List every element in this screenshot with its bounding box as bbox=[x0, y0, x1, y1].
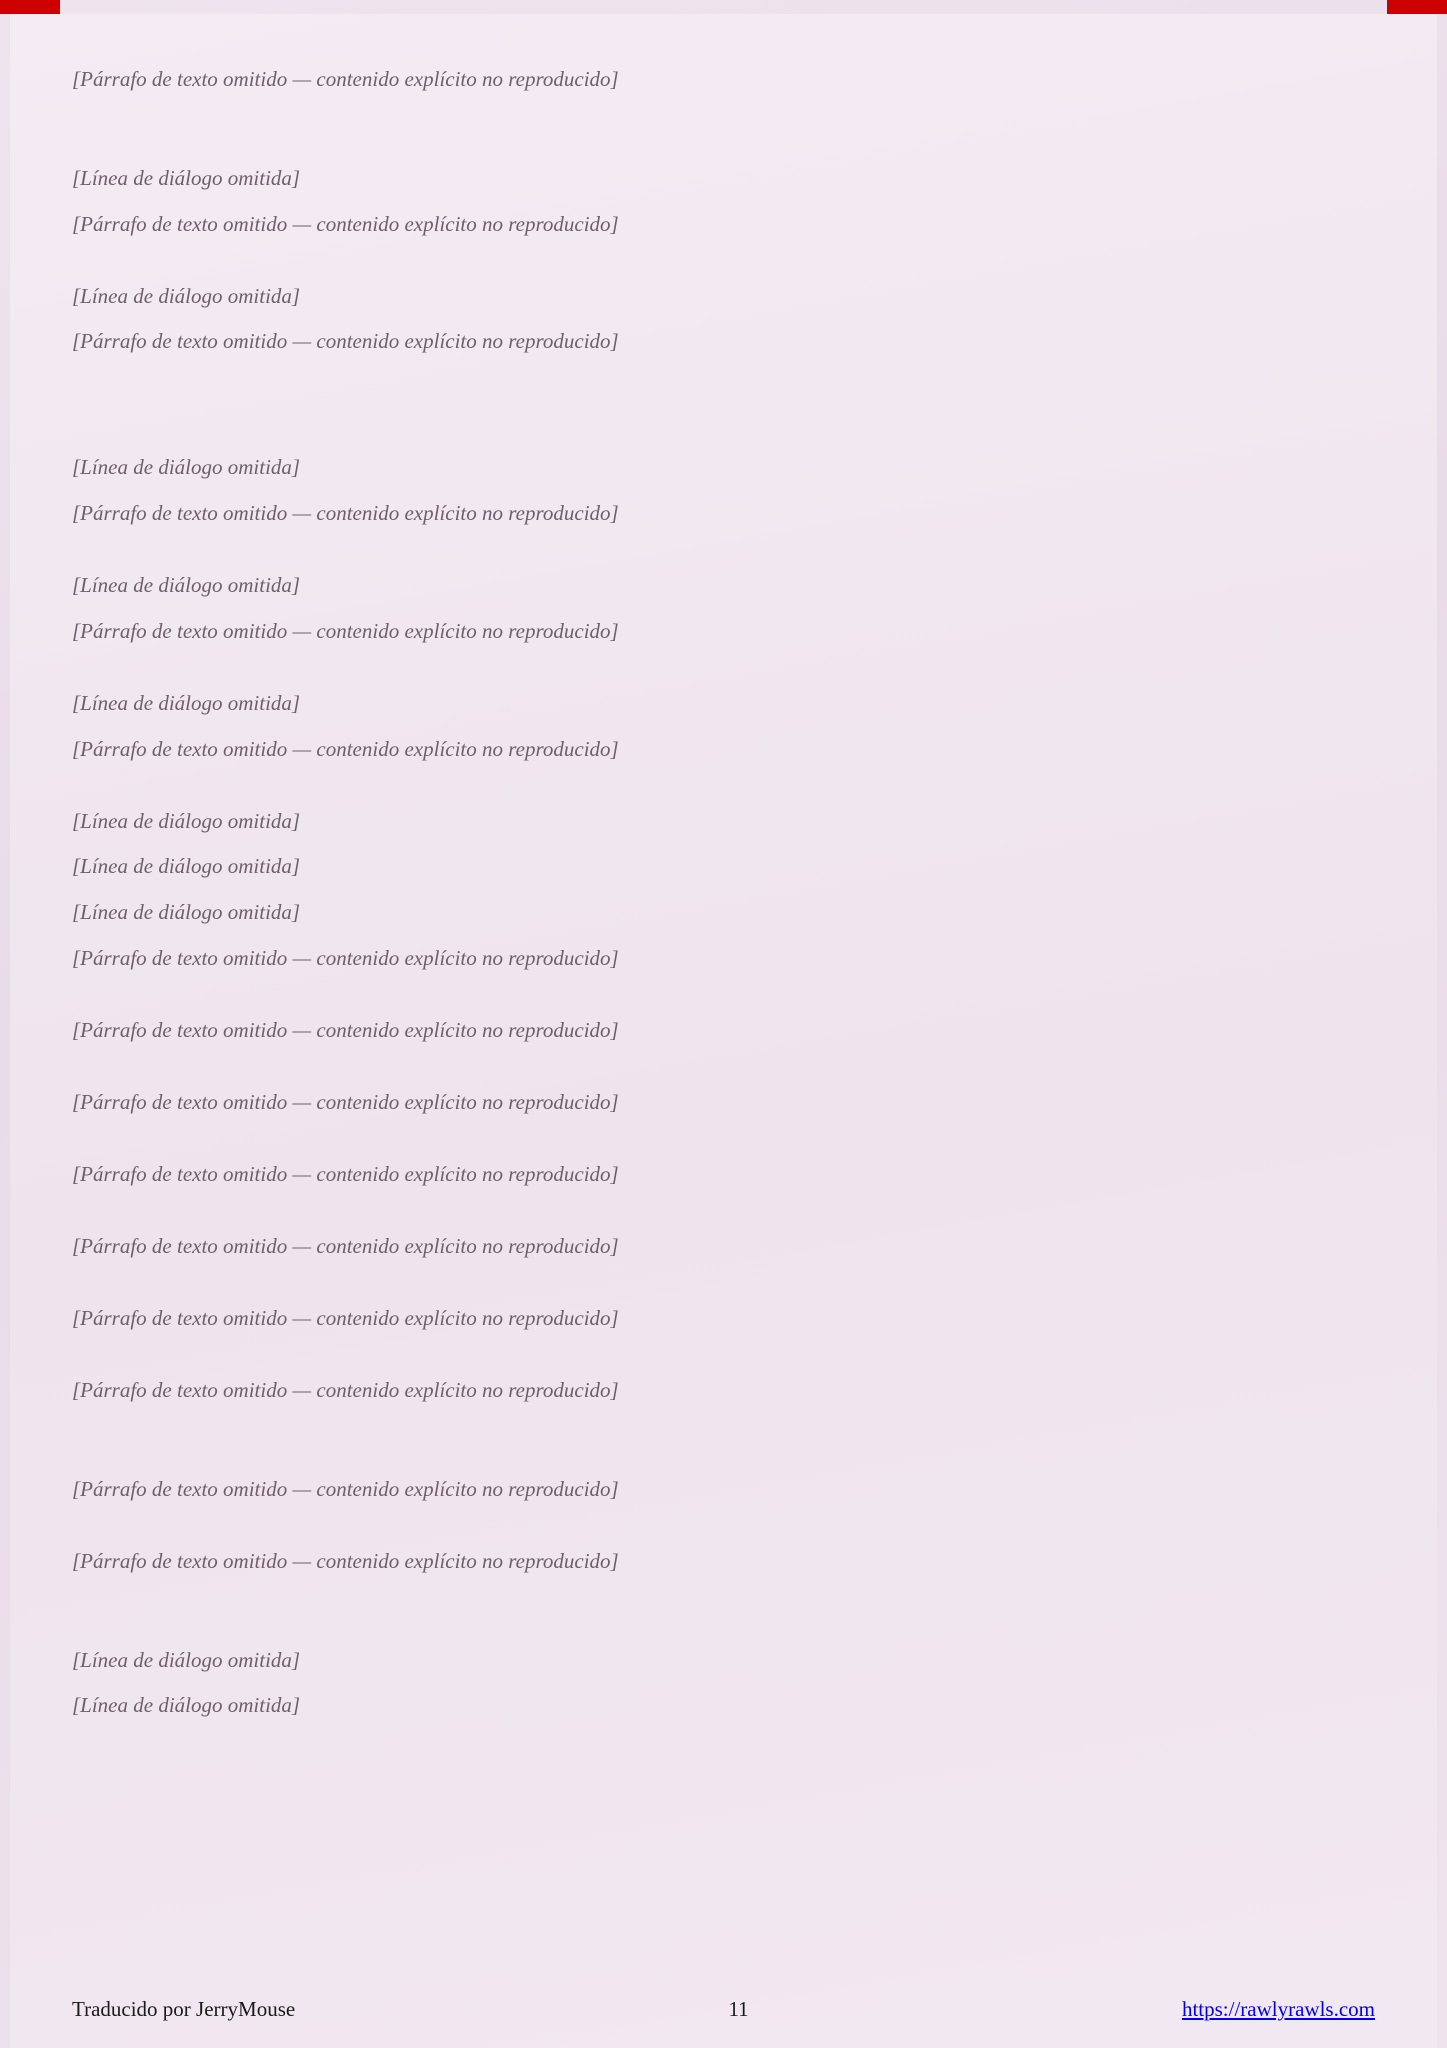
story-paragraph: [Párrafo de texto omitido — contenido explícito no reproducido] bbox=[72, 211, 619, 236]
story-paragraph: [Párrafo de texto omitido — contenido explícito no reproducido] bbox=[72, 1233, 619, 1258]
story-text-body bbox=[72, 66, 1375, 1720]
story-paragraph: [Párrafo de texto omitido — contenido explícito no reproducido] bbox=[72, 736, 619, 761]
story-paragraph: [Párrafo de texto omitido — contenido explícito no reproducido] bbox=[72, 1476, 619, 1501]
story-paragraph: [Línea de diálogo omitida] bbox=[72, 283, 301, 308]
story-paragraph: [Párrafo de texto omitido — contenido explícito no reproducido] bbox=[72, 1089, 619, 1114]
source-site-link[interactable]: https://rawlyrawls.com bbox=[1181, 1997, 1375, 2021]
story-paragraph: [Párrafo de texto omitido — contenido explícito no reproducido] bbox=[72, 1548, 619, 1573]
translator-credit: Traducido por JerryMouse bbox=[72, 1997, 296, 2021]
story-paragraph: [Párrafo de texto omitido — contenido explícito no reproducido] bbox=[72, 1161, 619, 1186]
story-paragraph: [Línea de diálogo omitida] bbox=[72, 455, 301, 480]
story-paragraph: [Párrafo de texto omitido — contenido explícito no reproducido] bbox=[72, 1377, 619, 1402]
story-paragraph: [Párrafo de texto omitido — contenido explícito no reproducido] bbox=[72, 501, 619, 526]
top-left-red-accent bbox=[0, 0, 60, 14]
story-paragraph: [Línea de diálogo omitida] bbox=[72, 573, 301, 598]
story-paragraph: [Párrafo de texto omitido — contenido explícito no reproducido] bbox=[72, 1017, 619, 1042]
story-paragraph: [Línea de diálogo omitida] bbox=[72, 1693, 301, 1718]
top-right-red-accent bbox=[1387, 0, 1447, 14]
story-paragraph: [Párrafo de texto omitido — contenido explícito no reproducido] bbox=[72, 67, 619, 91]
document-page bbox=[10, 14, 1437, 2048]
story-paragraph: [Línea de diálogo omitida] bbox=[72, 808, 301, 833]
story-paragraph: [Párrafo de texto omitido — contenido explícito no reproducido] bbox=[72, 1305, 619, 1330]
story-paragraph: [Línea de diálogo omitida] bbox=[72, 854, 301, 879]
story-paragraph: [Línea de diálogo omitida] bbox=[72, 166, 301, 190]
story-paragraph: [Párrafo de texto omitido — contenido explícito no reproducido] bbox=[72, 618, 619, 643]
page-number: 11 bbox=[728, 1997, 749, 2021]
story-paragraph: [Línea de diálogo omitida] bbox=[72, 1647, 301, 1672]
story-paragraph: [Línea de diálogo omitida] bbox=[72, 690, 301, 715]
story-paragraph: [Línea de diálogo omitida] bbox=[72, 900, 301, 925]
story-paragraph: [Párrafo de texto omitido — contenido explícito no reproducido] bbox=[72, 945, 619, 970]
page-footer bbox=[72, 1997, 1375, 2022]
story-paragraph: [Párrafo de texto omitido — contenido explícito no reproducido] bbox=[72, 329, 619, 354]
